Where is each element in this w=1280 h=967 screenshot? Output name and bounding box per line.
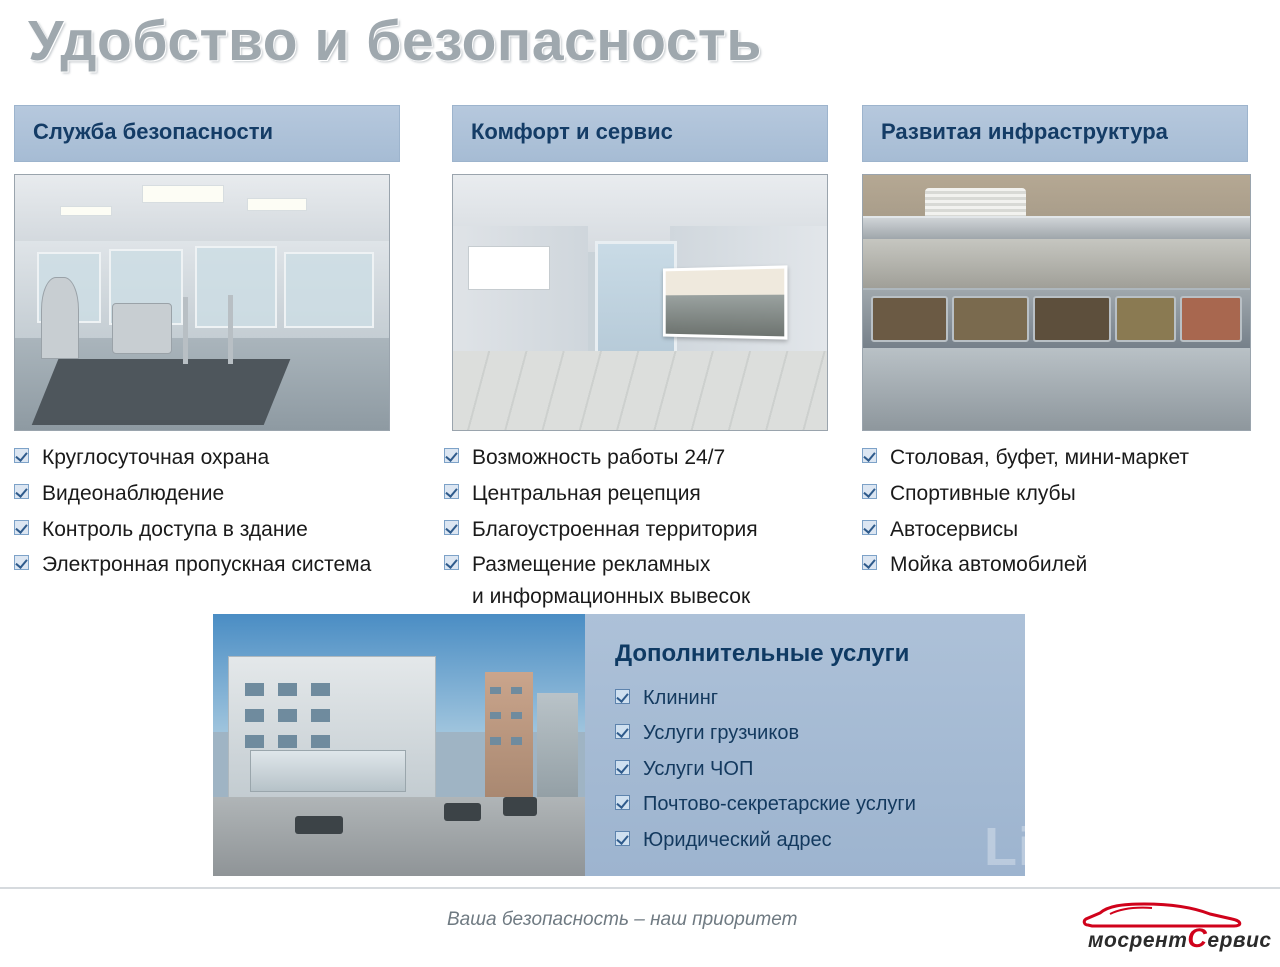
- additional-services-box: [585, 614, 1025, 876]
- checkmark-icon: [615, 795, 630, 810]
- checkmark-icon: [615, 831, 630, 846]
- company-logo: [1074, 897, 1272, 955]
- logo-text: мосрентСервис: [1088, 923, 1272, 953]
- list-item: Круглосуточная охрана: [14, 443, 454, 473]
- list-item: Почтово-секретарские услуги: [615, 790, 1025, 818]
- checkmark-icon: [862, 484, 877, 499]
- list-item: Центральная рецепция: [444, 479, 854, 509]
- bullet-list-security: [14, 443, 454, 586]
- checkmark-icon: [444, 448, 459, 463]
- bullet-list-comfort: [444, 443, 854, 618]
- checkmark-icon: [14, 484, 29, 499]
- checkmark-icon: [862, 448, 877, 463]
- column-header-security: Служба безопасности: [14, 105, 400, 162]
- additional-services-panel: [213, 614, 1025, 876]
- bullet-list-infrastructure: [862, 443, 1272, 586]
- column-header-comfort: Комфорт и сервис: [452, 105, 828, 162]
- list-item: Электронная пропускная система: [14, 550, 454, 580]
- checkmark-icon: [14, 520, 29, 535]
- additional-services-title: Дополнительные услуги: [615, 640, 910, 667]
- list-item: Размещение рекламных: [444, 550, 854, 580]
- bullet-list-additional-services: [615, 684, 1025, 854]
- checkmark-icon: [14, 448, 29, 463]
- checkmark-icon: [862, 520, 877, 535]
- list-item: Услуги ЧОП: [615, 755, 1025, 783]
- lobby-turnstiles-photo: [14, 174, 390, 431]
- checkmark-icon: [615, 689, 630, 704]
- page-title: Удобство и безопасность: [28, 9, 762, 73]
- checkmark-icon: [444, 520, 459, 535]
- list-item: Автосервисы: [862, 515, 1272, 545]
- list-item: Благоустроенная территория: [444, 515, 854, 545]
- list-item: Возможность работы 24/7: [444, 443, 854, 473]
- reception-corridor-photo: [452, 174, 828, 431]
- footer: [0, 889, 1280, 967]
- watermark: Lifeaht: [983, 817, 1168, 877]
- checkmark-icon: [444, 484, 459, 499]
- checkmark-icon: [444, 555, 459, 570]
- columns-container: [0, 105, 1280, 609]
- checkmark-icon: [862, 555, 877, 570]
- list-item: Спортивные клубы: [862, 479, 1272, 509]
- list-item: Видеонаблюдение: [14, 479, 454, 509]
- column-comfort: [452, 105, 852, 609]
- column-header-infrastructure: Развитая инфраструктура: [862, 105, 1248, 162]
- canteen-buffet-photo: [862, 174, 1251, 431]
- footer-tagline: Ваша безопасность – наш приоритет: [447, 909, 798, 930]
- list-item: Контроль доступа в здание: [14, 515, 454, 545]
- checkmark-icon: [14, 555, 29, 570]
- column-security: [14, 105, 446, 577]
- list-item: Клининг: [615, 684, 1025, 712]
- list-item: Мойка автомобилей: [862, 550, 1272, 580]
- list-item: Услуги грузчиков: [615, 719, 1025, 747]
- list-item: Юридический адрес: [615, 826, 1025, 854]
- checkmark-icon: [615, 724, 630, 739]
- column-infrastructure: [862, 105, 1266, 577]
- checkmark-icon: [615, 760, 630, 775]
- list-item: Столовая, буфет, мини-маркет: [862, 443, 1272, 473]
- list-item-continuation: и информационных вывесок: [472, 585, 751, 609]
- business-center-exterior-photo: [213, 614, 585, 876]
